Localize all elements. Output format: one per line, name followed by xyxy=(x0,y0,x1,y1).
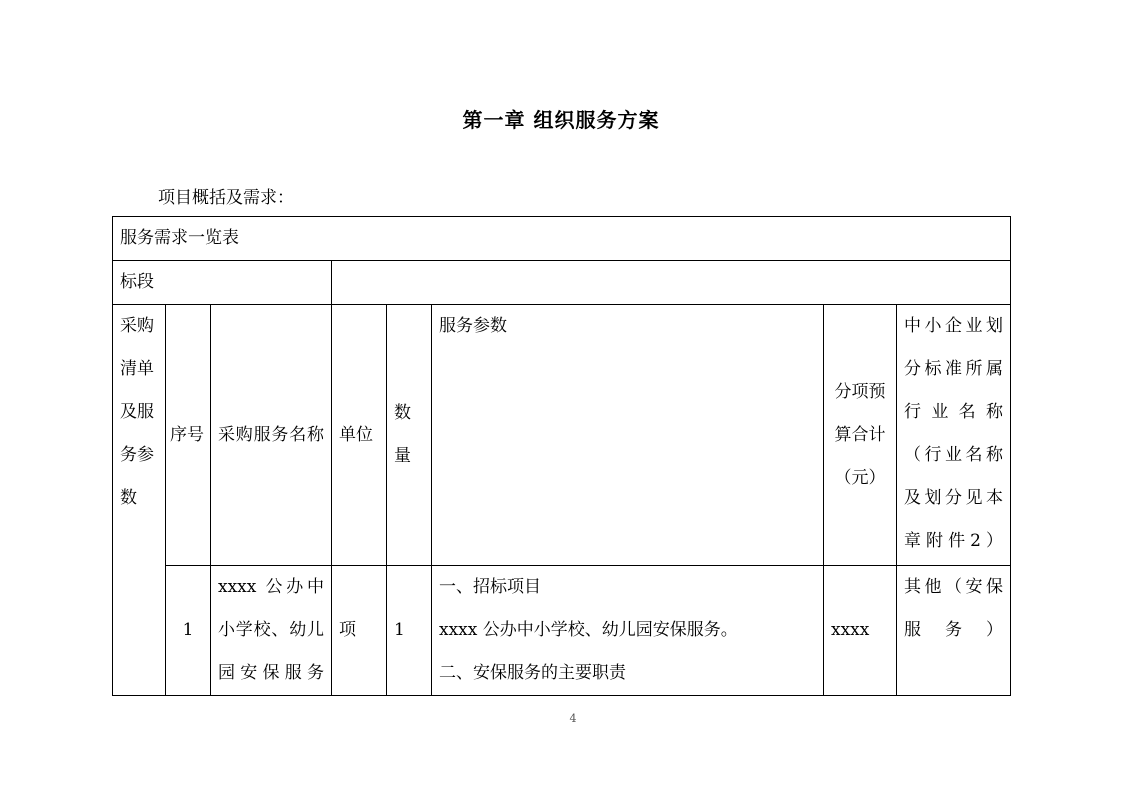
chapter-title: 第一章 组织服务方案 xyxy=(462,108,660,132)
cell-budget: xxxx xyxy=(824,566,897,696)
table-caption: 服务需求一览表 xyxy=(113,217,1011,261)
header-service-name: 采购服务名称 xyxy=(211,305,332,566)
section-value xyxy=(332,261,1011,305)
cell-qty: 1 xyxy=(387,566,432,696)
cell-service-name: xxxx 公办中小学校、幼儿园安保服务 xyxy=(211,566,332,696)
page-number: 4 xyxy=(569,712,577,725)
cell-seq: 1 xyxy=(166,566,211,696)
cell-unit: 项 xyxy=(332,566,387,696)
header-unit: 单位 xyxy=(332,305,387,566)
cell-industry: 其他（安保服务） xyxy=(897,566,1011,696)
row-header-procurement-list: 采购清单及服务参数 xyxy=(113,305,166,696)
header-budget: 分项预算合计（元） xyxy=(824,305,897,566)
param-line: xxxx 公办中小学校、幼儿园安保服务。 xyxy=(439,620,738,640)
header-industry: 中小企业划分标准所属行业名称（行业名称及划分见本章附件2） xyxy=(897,305,1011,566)
param-line: 二、安保服务的主要职责 xyxy=(439,663,626,683)
header-service-params: 服务参数 xyxy=(432,305,824,566)
service-requirements-table xyxy=(112,216,1011,696)
header-seq: 序号 xyxy=(166,305,211,566)
intro-text: 项目概括及需求： xyxy=(158,188,294,208)
cell-service-params xyxy=(432,566,824,696)
section-label: 标段 xyxy=(113,261,332,305)
table-row xyxy=(113,566,1011,696)
param-line: 一、招标项目 xyxy=(439,577,541,597)
header-qty: 数量 xyxy=(387,305,432,566)
